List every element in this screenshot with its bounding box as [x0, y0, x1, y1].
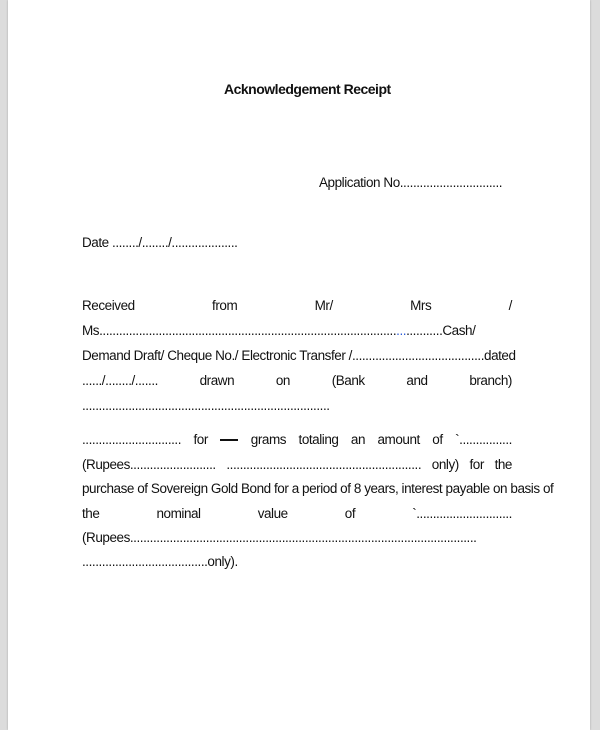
application-number-field: Application No...............................	[319, 175, 503, 190]
word: on	[275, 373, 290, 388]
grams-line	[82, 432, 512, 448]
cash-label: ...........Cash/	[406, 323, 476, 338]
document-title: Acknowledgement Receipt	[224, 81, 391, 97]
word: nominal	[156, 506, 201, 521]
word: and	[406, 373, 428, 388]
word: amount	[377, 432, 420, 447]
word: ...........................................................	[226, 457, 422, 472]
grams-blank	[220, 439, 238, 441]
word: only)	[431, 457, 459, 472]
word: value	[257, 506, 288, 521]
ms-dots: Ms..........................................................................................	[82, 323, 397, 338]
word: from	[212, 298, 238, 313]
word: branch)	[469, 373, 512, 388]
word: an	[350, 432, 366, 447]
word: totaling	[298, 432, 339, 447]
value-field: `.............................	[412, 506, 512, 521]
word: the	[82, 506, 100, 521]
demand-draft-text: Demand Draft/ Cheque No./ Electronic Transfer /........................................	[82, 348, 485, 363]
word: ..............................	[82, 432, 182, 447]
bank-branch-dots: ...........................................................................	[82, 398, 330, 413]
drawn-on-line	[82, 373, 512, 389]
cursor-marker: ...	[396, 323, 407, 338]
word: ....../......../.......	[82, 373, 158, 388]
word: drawn	[199, 373, 235, 388]
word: Mr/	[314, 298, 333, 313]
rupees-line-1	[82, 457, 512, 473]
word: of	[344, 506, 356, 521]
word: (Bank	[331, 373, 365, 388]
nominal-value-line	[82, 506, 512, 522]
rupees-line-2: (Rupees.........................................................................................................	[82, 530, 477, 545]
word: for	[469, 457, 484, 472]
word: (Rupees..........................	[82, 457, 216, 472]
word: grams	[250, 432, 287, 447]
only-line: ......................................only).	[82, 554, 238, 569]
dated-label: dated	[484, 348, 516, 363]
word: Mrs	[410, 298, 432, 313]
word: for	[193, 432, 208, 447]
word: of	[432, 432, 443, 447]
word: /	[508, 298, 512, 313]
word: Received	[82, 298, 135, 313]
date-field: Date ......../......../....................	[82, 235, 238, 250]
purchase-line: purchase of Sovereign Gold Bond for a period of 8 years, interest payable on basis of	[82, 481, 554, 496]
received-from-line	[82, 298, 512, 314]
word: the	[494, 457, 512, 472]
demand-draft-line	[82, 348, 516, 364]
amount-field: `................	[455, 432, 512, 447]
document-page	[8, 0, 590, 730]
ms-name-line	[82, 323, 475, 339]
